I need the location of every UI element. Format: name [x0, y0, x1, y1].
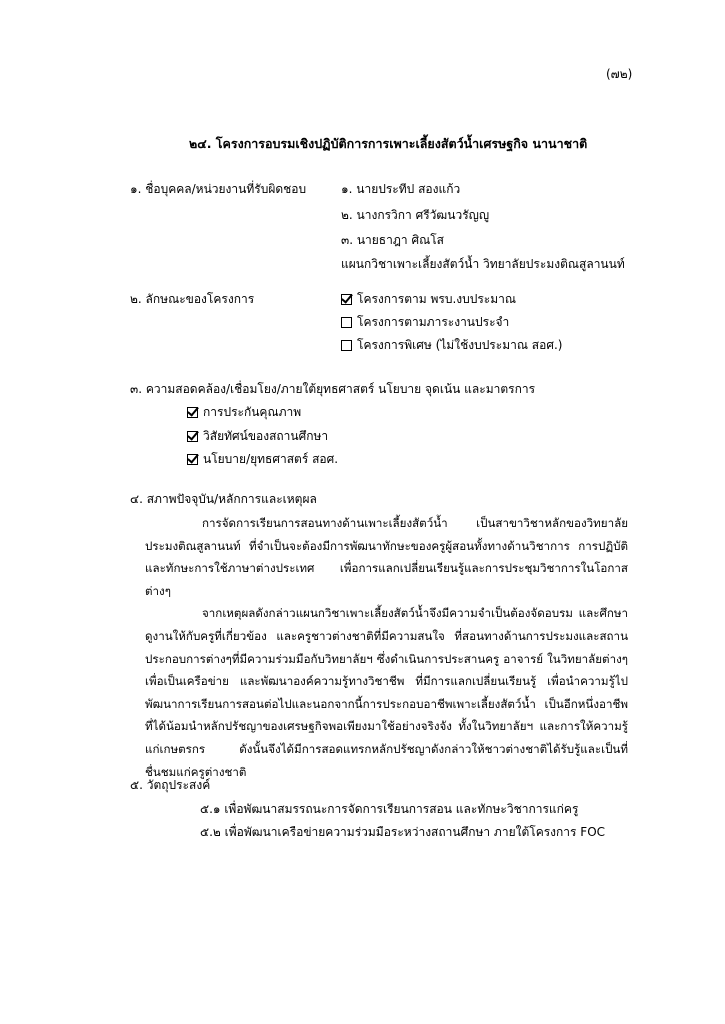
- rationale-paragraph-2: จากเหตุผลดังกล่าวแผนกวิชาเพาะเลี้ยงสัตว์น้ำจึงมีความจำเป็นต้องจัดอบรม และศึกษาดูงานให้กับครูที่เกี่ยวข้อง และครูชาวต่างชาติที่มีความสนใจ ที่สอนทางด้านการประมงและสถานประกอบการต่างๆที่มีความร่วมมือกับวิทยาลัยฯ ซึ่งดำเนินการประสานครู อาจารย์ ในวิทยาลัยต่างๆ เพื่อเป็นเครือข่าย และพัฒนาองค์ความรู้ทางวิชาชีพ ที่มีการแลกเปลี่ยนเรียนรู้ เพื่อนำความรู้ไปพัฒนาการเรียนการสอนต่อไปและนอกจากนี้การประกอบอาชีพเพาะเลี้ยงสัตว์น้ำ เป็นอีกหนึ่งอาชีพที่ได้น้อมนำหลักปรัชญาของเศรษฐกิจพอเพียงมาใช้อย่างจริงจัง ทั้งในวิทยาลัยฯ และการให้ความรู้แก่เกษตรกร ดังนั้นจึงได้มีการสอดแทรกหลักปรัชญาดังกล่าวให้ชาวต่างชาติได้รับรู้และเป็นที่ชื่นชมแก่ครูต่างชาติ: [145, 606, 628, 779]
- objective-item-2: ๕.๒ เพื่อพัฒนาเครือข่ายความร่วมมือระหว่างสถานศึกษา ภายใต้โครงการ FOC: [200, 825, 606, 839]
- section1-label: ๑. ชื่อบุคคล/หน่วยงานที่รับผิดชอบ: [130, 182, 307, 196]
- checkbox-checked-icon: [341, 294, 352, 305]
- option-label: นโยบาย/ยุทธศาสตร์ สอศ.: [203, 452, 339, 466]
- section2-label: ๒. ลักษณะของโครงการ: [130, 292, 255, 306]
- option-label: โครงการตาม พรบ.งบประมาณ: [357, 292, 517, 306]
- section3-label: ๓. ความสอดคล้อง/เชื่อมโยง/ภายใต้ยุทธศาสตร์ นโยบาย จุดเน้น และมาตรการ: [130, 382, 536, 396]
- responsible-department: แผนกวิชาเพาะเลี้ยงสัตว์น้ำ วิทยาลัยประมงติณสูลานนท์: [341, 257, 625, 271]
- responsible-person-3: ๓. นายธาฎา ศิณโส: [341, 233, 444, 247]
- alignment-option-2: [187, 428, 328, 444]
- project-type-option-1: [341, 291, 516, 307]
- option-label: โครงการตามภาระงานประจำ: [357, 315, 510, 329]
- responsible-person-1: ๑. นายประทีป สองแก้ว: [341, 182, 461, 196]
- checkbox-checked-icon: [187, 454, 198, 465]
- document-title: ๒๔. โครงการอบรมเชิงปฏิบัติการการเพาะเลี้ยงสัตว์น้ำเศรษฐกิจ นานาชาติ: [189, 136, 588, 151]
- option-label: การประกันคุณภาพ: [203, 405, 302, 419]
- rationale-paragraph-1: การจัดการเรียนการสอนทางด้านเพาะเลี้ยงสัตว์น้ำ เป็นสาขาวิชาหลักของวิทยาลัยประมงติณสูลานนท์ ที่จำเป็นจะต้องมีการพัฒนาทักษะของครูผู้สอนทั้งทางด้านวิชาการ การปฏิบัติ และทักษะการใช้ภาษาต่างประเทศ เพื่อการแลกเปลี่ยนเรียนรู้และการประชุมวิชาการในโอกาสต่างๆ: [145, 516, 628, 598]
- alignment-option-1: [187, 404, 301, 420]
- section4-label: ๔. สภาพปัจจุบัน/หลักการและเหตุผล: [130, 492, 317, 506]
- alignment-option-3: [187, 451, 338, 467]
- responsible-person-2: ๒. นางกรวิกา ศรีวัฒนวรัญญู: [341, 208, 490, 222]
- option-label: โครงการพิเศษ (ไม่ใช้งบประมาณ สอศ.): [357, 338, 563, 352]
- checkbox-checked-icon: [187, 431, 198, 442]
- section5-label: ๕. วัตถุประสงค์: [130, 778, 211, 792]
- project-type-option-3: [341, 337, 562, 353]
- option-label: วิสัยทัศน์ของสถานศึกษา: [203, 429, 329, 443]
- objective-item-1: ๕.๑ เพื่อพัฒนาสมรรถนะการจัดการเรียนการสอน และทักษะวิชาการแก่ครู: [200, 802, 579, 816]
- project-type-option-2: [341, 314, 509, 330]
- page-number: (๗๒): [606, 67, 633, 81]
- checkbox-unchecked-icon: [341, 340, 352, 351]
- rationale-text: [145, 512, 628, 783]
- checkbox-unchecked-icon: [341, 317, 352, 328]
- checkbox-checked-icon: [187, 407, 198, 418]
